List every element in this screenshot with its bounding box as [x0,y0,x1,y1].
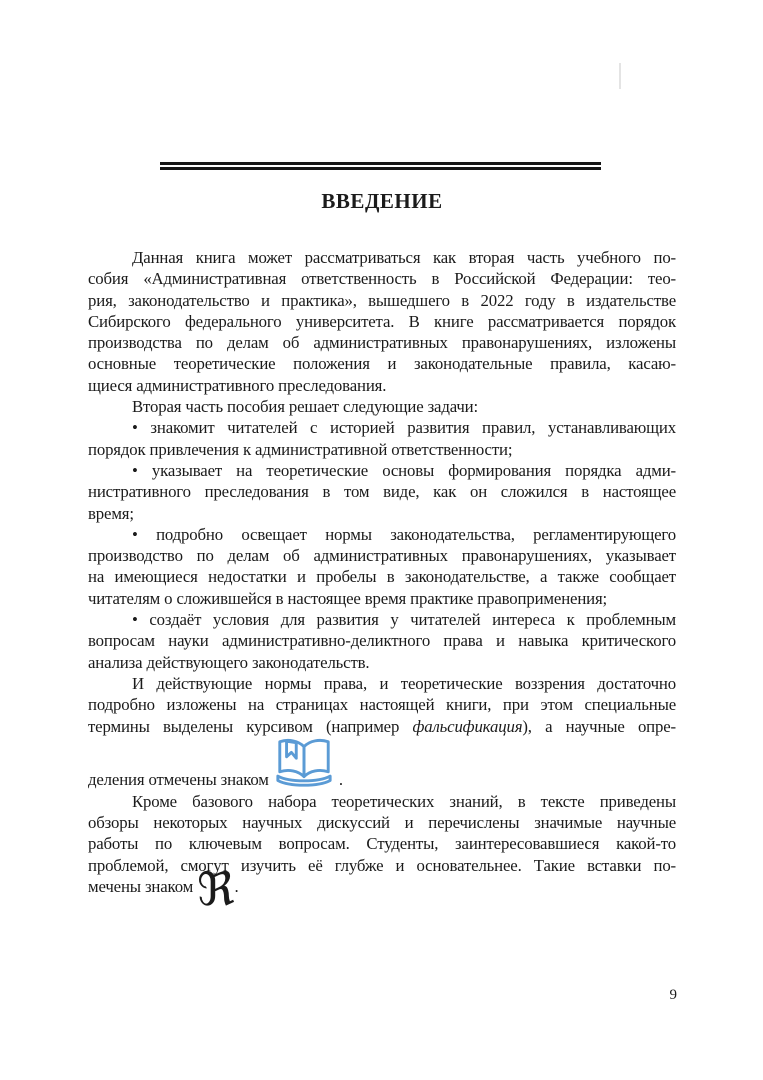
text-line: вопросам науки административно-деликтного права и навыка критического [88,631,676,651]
italic-term: фальсификация [412,716,523,736]
text-line: мечены знаком ℜ. [88,862,239,917]
text-line: Данная книга может рассматриваться как вторая часть учебного по- [132,248,676,267]
text-line: И действующие нормы права, и теоретические воззрения достаточно [132,673,676,693]
text-line: проблемой, смогут изучить её глубже и основательнее. Такие вставки по- [88,855,676,875]
double-rule [160,162,601,170]
scan-artifact-line [619,63,621,89]
text-line: деления отмечены знаком . [88,737,676,791]
text-line: основные теоретические положения и законодательные правила, касаю- [88,354,676,374]
text-line: щиеся административного преследования. [88,375,387,395]
body-text [88,247,676,917]
text-line: рия, законодательство и практика», вышедшего в 2022 году в издательстве [88,290,676,310]
text-line: • знакомит читателей с историей развития правил, устанавливающих [132,418,676,438]
page-title: ВВЕДЕНИЕ [321,189,443,213]
text-line: Сибирского федерального университета. В книге рассматривается порядок [88,311,676,331]
text-line: работы по ключевым вопросам. Студенты, заинтересовавшиеся какой-то [88,834,676,854]
text-line: Вторая часть пособия решает следующие задачи: [132,397,479,417]
text-line: • создаёт условия для развития у читателей интереса к проблемным [132,610,676,630]
text-line: Кроме базового набора теоретических знаний, в тексте приведены [132,791,676,811]
text-line: собия «Административная ответственность в Российской Федерации: тео- [88,269,676,289]
text-line: читателям о сложившейся в настоящее время практике правоприменения; [88,588,608,608]
text-line: время; [88,503,134,523]
text-line: производство по делам об административных правонарушениях, указывает [88,546,676,566]
text-line: подробно изложены на страницах настоящей книги, при этом специальные [88,695,676,715]
text-line: термины выделены курсивом (например фальсификация), а научные опре- [88,716,676,736]
text-line: порядок привлечения к административной ответственности; [88,439,513,459]
text-line: нистративного преследования в том виде, как он сложился в настоящее [88,482,676,502]
text-line: • указывает на теоретические основы формирования порядка адми- [132,460,676,480]
fraktur-r-icon: ℜ [197,862,235,917]
text-line: на имеющиеся недостатки и пробелы в законодательстве, а также сообщает [88,567,676,587]
text-line: • подробно освещает нормы законодательства, регламентирующего [132,524,676,544]
page-number: 9 [669,987,677,1003]
text-line: обзоры некоторых научных дискуссий и перечислены значимые научные [88,813,676,833]
text-line: производства по делам об административных правонарушениях, изложены [88,333,676,353]
text-line: анализа действующего законодательств. [88,652,370,672]
open-book-icon [273,737,335,791]
